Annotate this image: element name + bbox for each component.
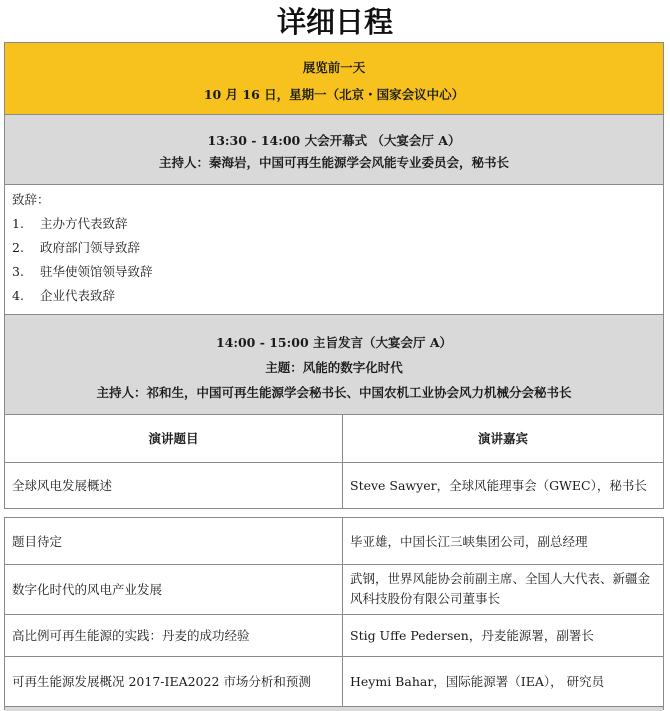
speech-item [12,238,140,256]
speech-item [12,214,128,232]
opening-session-host: 主持人：秦海岩，中国可再生能源学会风能专业委员会，秘书长 [158,155,509,170]
keynote-session-host: 主持人：祁和生，中国可再生能源学会秘书长、中国农机工业协会风力机械分会秘书长 [96,385,572,400]
speech-item-number: 2. [12,240,24,255]
talk-topic: 数字化时代的风电产业发展 [12,582,163,597]
talk-topic: 可再生能源发展概况 2017-IEA2022 市场分析和预测 [12,674,311,689]
talk-speaker: 武钢，世界风能协会前副主席、全国人大代表、新疆金风科技股份有限公司董事长 [350,571,651,606]
speech-item-number: 1. [12,216,24,231]
speech-item-text: 主办方代表致辞 [40,216,128,231]
day-banner-title: 展览前一天 [302,60,366,75]
table-row [5,517,663,565]
speeches-heading: 致辞： [12,192,50,207]
talk-speaker: Stig Uffe Pedersen，丹麦能源署，副署长 [350,628,594,643]
opening-session-time: 13:30 - 14:00 大会开幕式 （大宴会厅 A） [207,133,461,148]
speech-item-number: 3. [12,264,24,279]
speech-item-text: 驻华使领馆领导致辞 [40,264,153,279]
page-title: 详细日程 [276,5,393,39]
column-header-speaker: 演讲嘉宾 [477,431,528,446]
talk-speaker: Steve Sawyer，全球风能理事会（GWEC），秘书长 [350,478,647,493]
speech-item [12,262,153,280]
keynote-session-time: 14:00 - 15:00 主旨发言（大宴会厅 A） [215,335,453,350]
speeches-section [5,185,663,315]
speech-item-text: 企业代表致辞 [40,288,116,303]
day-banner [5,43,663,115]
table-row [5,463,663,509]
talk-topic: 全球风电发展概述 [12,478,113,493]
speech-item-number: 4. [12,288,24,303]
table-header-row [5,415,663,463]
keynote-session-theme: 主题：风能的数字化时代 [265,360,403,375]
talk-topic: 高比例可再生能源的实践：丹麦的成功经验 [12,628,250,643]
keynote-session-header [5,315,663,415]
talk-speaker: 毕亚雄，中国长江三峡集团公司，副总经理 [350,534,588,549]
next-section-band [5,707,663,711]
column-header-topic: 演讲题目 [148,431,199,446]
schedule-table [4,42,664,710]
table-row [5,657,663,707]
page-break-gap [0,509,670,517]
day-banner-date: 10 月 16 日，星期一（北京・国家会议中心） [203,87,465,102]
speech-item-text: 政府部门领导致辞 [40,240,141,255]
table-row [5,565,663,615]
talk-topic: 题目待定 [12,534,63,549]
speech-item [12,286,115,304]
table-row [5,615,663,657]
talk-speaker: Heymi Bahar，国际能源署（IEA）， 研究员 [350,674,605,689]
opening-session-header [5,115,663,185]
